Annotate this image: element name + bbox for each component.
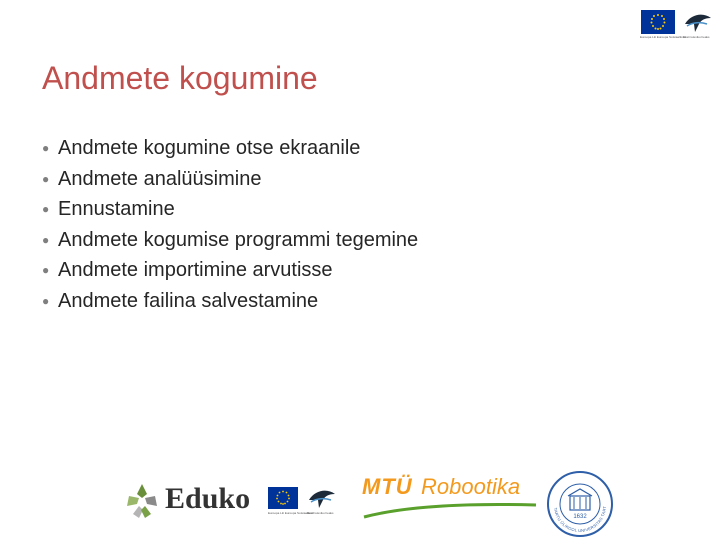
university-seal-icon <box>546 470 614 538</box>
list-item <box>42 164 418 195</box>
bullet-text: Ennustamine <box>58 198 175 220</box>
list-item <box>42 286 418 317</box>
bird-icon <box>683 10 713 34</box>
bullet-icon: ● <box>42 171 50 186</box>
eu-caption: Euroopa Liit Euroopa Sotsiaalfond <box>268 511 314 515</box>
bullet-text: Andmete analüüsimine <box>58 167 262 190</box>
eu-flag-icon <box>268 487 298 509</box>
slide-title: Andmete kogumine <box>42 60 318 96</box>
footer-logos <box>0 455 720 540</box>
robo-name: Robootika <box>421 474 521 499</box>
bullet-icon: ● <box>42 263 50 277</box>
bullet-icon: ● <box>42 141 50 155</box>
bird-caption: Eesti tuleviku heaks <box>683 35 710 39</box>
list-item <box>42 194 418 225</box>
bullet-icon: ● <box>42 202 50 216</box>
list-item <box>42 225 418 256</box>
bird-icon <box>307 486 337 510</box>
list-item <box>42 255 418 286</box>
bullet-text: Andmete kogumise programmi tegemine <box>58 228 419 251</box>
eduko-logo-text: Eduko <box>165 482 251 515</box>
eu-caption: Euroopa Liit Euroopa Sotsiaalfond <box>640 35 686 39</box>
bullet-icon: ● <box>42 232 50 247</box>
robo-prefix: MTÜ <box>362 474 413 499</box>
bullet-text: Andmete importimine arvutisse <box>58 259 333 281</box>
bird-caption: Eesti tuleviku heaks <box>307 511 334 515</box>
eduko-logo-icon <box>123 480 161 522</box>
bullet-list <box>42 133 418 316</box>
eu-flag-icon <box>641 10 675 34</box>
bullet-text: Andmete kogumine otse ekraanile <box>58 137 361 159</box>
seal-year: 1632 <box>573 514 587 520</box>
seal-text: TARTU ÜLIKOOL UNIVERSITAS TART <box>553 505 608 534</box>
swoosh-icon <box>362 499 538 521</box>
list-item <box>42 133 418 164</box>
bullet-icon: ● <box>42 293 50 308</box>
bullet-text: Andmete failina salvestamine <box>58 289 319 312</box>
